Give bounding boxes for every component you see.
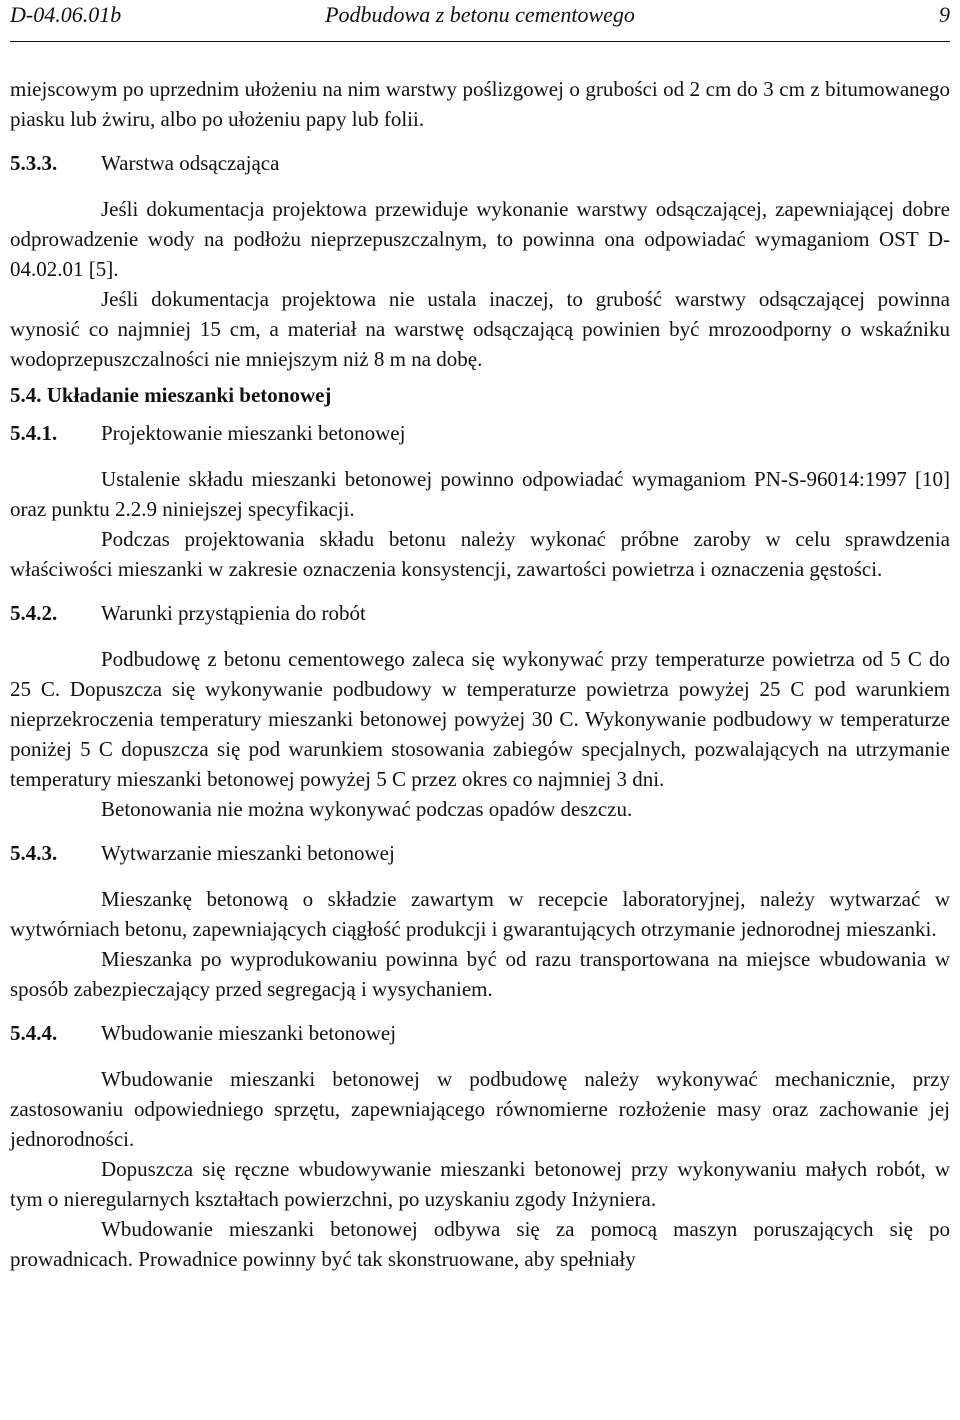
section-5-4-1-heading [10,418,950,448]
section-title: 5.4. Układanie mieszanki betonowej [10,383,332,407]
section-number: 5.4.2. [10,601,58,625]
section-title: Wytwarzanie mieszanki betonowej [101,841,395,865]
intro-paragraph: miejscowym po uprzednim ułożeniu na nim warstwy poślizgowej o grubości od 2 cm do 3 cm z bitumowanego piasku lub żwiru, albo po ułożeniu papy lub folii. [10,77,950,131]
header-title: Podbudowa z betonu cementowego [325,2,635,27]
section-number: 5.3.3. [10,151,58,175]
section-5-4-2-paragraph-1: Podbudowę z betonu cementowego zaleca się wykonywać przy temperaturze powietrza od 5 C do 25 C. Dopuszcza się wykonywanie podbudowy w temperaturze powietrza powyżej 25 C pod warunkiem nieprzekroczenia temperatury mieszanki betonowej powyżej 30 C. Wykonywanie podbudowy w temperaturze poniżej 5 C dopuszcza się pod warunkiem stosowania zabiegów specjalnych, pozwalających na utrzymanie temperatury mieszanki betonowej powyżej 5 C przez okres co najmniej 3 dni. [10,647,950,791]
section-5-4-4-heading [10,1018,950,1048]
section-title: Warunki przystąpienia do robót [101,601,366,625]
section-5-4-4-paragraph-3: Wbudowanie mieszanki betonowej odbywa się za pomocą maszyn poruszających się po prowadnicach. Prowadnice powinny być tak skonstruowane, aby spełniały [10,1217,950,1271]
header-divider [10,41,950,42]
section-5-4-2-paragraph-2: Betonowania nie można wykonywać podczas opadów deszczu. [101,797,633,821]
header-page-number: 9 [939,2,950,27]
section-number: 5.4.3. [10,841,58,865]
section-5-4-heading [10,380,950,410]
section-5-4-1-paragraph-2: Podczas projektowania składu betonu należy wykonać próbne zaroby w celu sprawdzenia właściwości mieszanki w zakresie oznaczenia konsystencji, zawartości powietrza i oznaczenia gęstości. [10,527,950,581]
section-5-3-3-paragraph-1: Jeśli dokumentacja projektowa przewiduje wykonanie warstwy odsączającej, zapewniającej dobre odprowadzenie wody na podłożu nieprzepuszczalnym, to powinna ona odpowiadać wymaganiom OST D-04.02.01 [5]. [10,197,950,281]
section-title: Projektowanie mieszanki betonowej [101,421,406,445]
section-number: 5.4.1. [10,421,58,445]
section-5-4-4-paragraph-1: Wbudowanie mieszanki betonowej w podbudowę należy wykonywać mechanicznie, przy zastosowaniu odpowiedniego sprzętu, zapewniającego równomierne rozłożenie masy oraz zachowanie jej jednorodności. [10,1067,950,1151]
section-5-4-3-paragraph-2: Mieszanka po wyprodukowaniu powinna być od razu transportowana na miejsce wbudowania w sposób zabezpieczający przed segregacją i wysychaniem. [10,947,950,1001]
header-document-code: D-04.06.01b [10,2,122,27]
section-title: Wbudowanie mieszanki betonowej [101,1021,397,1045]
section-5-4-3-heading [10,838,950,868]
section-number: 5.4.4. [10,1021,58,1045]
section-5-4-3-paragraph-1: Mieszankę betonową o składzie zawartym w recepcie laboratoryjnej, należy wytwarzać w wytwórniach betonu, zapewniających ciągłość produkcji i gwarantujących otrzymanie jednorodnej mieszanki. [10,887,950,941]
page-header [10,2,950,28]
section-5-3-3-heading [10,148,950,178]
section-title: Warstwa odsączająca [101,151,280,175]
section-5-4-1-paragraph-1: Ustalenie składu mieszanki betonowej powinno odpowiadać wymaganiom PN-S-96014:1997 [10] oraz punktu 2.2.9 niniejszej specyfikacji. [10,467,950,521]
section-5-4-4-paragraph-2: Dopuszcza się ręczne wbudowywanie mieszanki betonowej przy wykonywaniu małych robót, w tym o nieregularnych kształtach powierzchni, po uzyskaniu zgody Inżyniera. [10,1157,950,1211]
section-5-3-3-paragraph-2: Jeśli dokumentacja projektowa nie ustala inaczej, to grubość warstwy odsączającej powinna wynosić co najmniej 15 cm, a materiał na warstwę odsączającą powinien być mrozoodporny o wskaźniku wodoprzepuszczalności nie mniejszym niż 8 m na dobę. [10,287,950,371]
section-5-4-2-heading [10,598,950,628]
document-body [10,74,950,1274]
